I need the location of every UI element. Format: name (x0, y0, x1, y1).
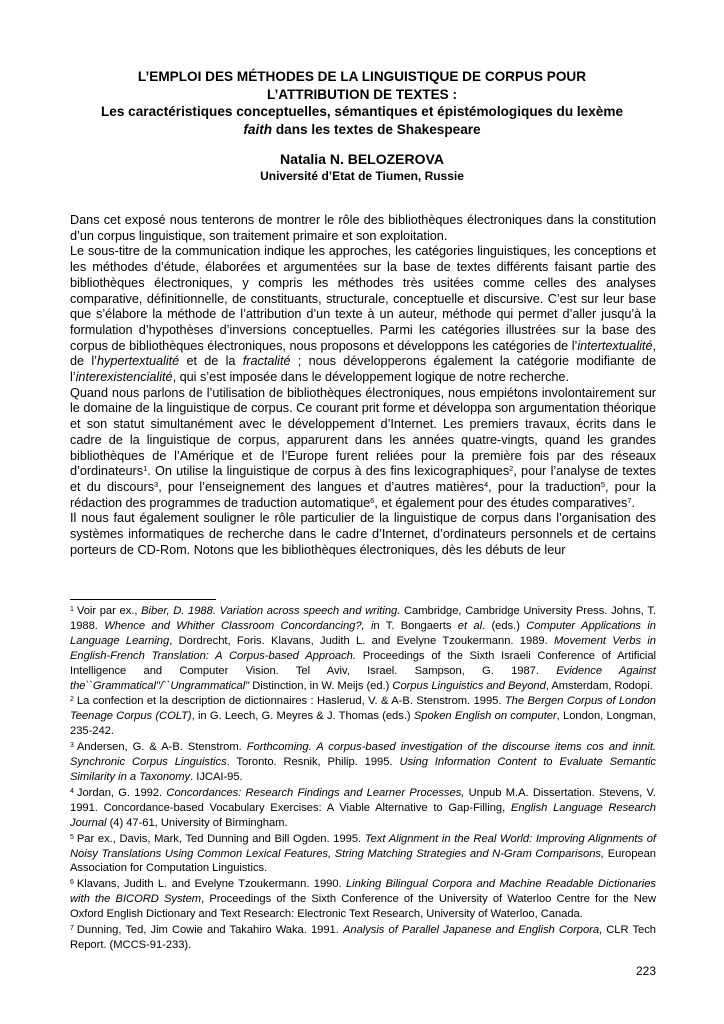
footnote-number: 1 (70, 606, 74, 613)
text-run: , Dordrecht, Foris. Klavans, Judith L. and Evelyne Tzoukermann. 1989. (169, 634, 555, 647)
text-run: , Amsterdam, Rodopi. (545, 679, 653, 692)
text-run: Proceedings of the Sixth Israeli Conference of Artificial Intelligence and Computer Vision. Tel Aviv, Israel. Sampson, G. 1987. (70, 649, 656, 677)
paragraph-1: Dans cet exposé nous tenterons de montrer le rôle des bibliothèques électroniques dans la constitution d’un corpus linguistique, son traitement primaire et son exploitation. (70, 213, 656, 243)
paragraph-3 (70, 386, 656, 512)
footnote-3 (70, 739, 656, 785)
text-run: Voir par ex., (76, 605, 142, 617)
title-line-1: L’EMPLOI DES MÉTHODES DE LA LINGUISTIQUE DE CORPUS POUR (137, 69, 587, 84)
text-run: , CLR Tech Report. (MCCS-91-233). (70, 924, 656, 951)
text-run-italic: Analysis of Parallel Japanese and English Corpora (342, 924, 600, 937)
footnote-ref-5[interactable]: 5 (600, 479, 605, 489)
text-run: , pour la traduction (488, 479, 601, 494)
text-run: ; nous développerons également la catégorie modifiante de l’ (70, 354, 656, 385)
footnote-number: 2 (70, 696, 74, 704)
subtitle-italic-word: faith (243, 121, 273, 137)
text-run: . (eds.) (482, 619, 527, 632)
text-run-italic: Text Alignment in the Real World: Improving Alignments of Noisy Translations Using Common Lexical Features, String Matching Strategies and N-Gram Comparisons, (70, 832, 656, 860)
footnote-2 (70, 693, 656, 739)
page-number: 223 (635, 964, 656, 978)
text-run-italic: Movement Verbs in English-French Translation: A Corpus-based Approach. (70, 634, 657, 662)
text-run: Distinction, in W. Meijs (ed.) (249, 679, 393, 692)
text-run-italic: English Language Research Journal (70, 801, 656, 829)
footnote-7 (70, 922, 656, 953)
footnote-number: 5 (70, 833, 74, 841)
footnote-ref-3[interactable]: 3 (154, 479, 159, 489)
text-run-italic: The Bergen Corpus of London Teenage Corpus (COLT) (70, 695, 657, 723)
text-run-italic: Corpus Linguistics and Beyond (392, 679, 546, 692)
footnote-5 (70, 831, 656, 877)
body-text (70, 213, 656, 558)
text-run: (4) 47-61, University of Birmingham. (106, 816, 288, 829)
subtitle-line-2 (60, 121, 664, 139)
author-block (60, 150, 664, 185)
text-run: et de la (179, 354, 243, 369)
text-run: Le sous-titre de la communication indique les approches, les catégories linguistiques, les conceptions et les méthodes d’étude, élaborées et argumentées sur la base de textes différents faisant partie des bibliothèques électroniques, y compris les méthodes très usitées comme celles des analyses comparative, définitionnelle, de constituants, structurale, conceptuelle et discursive. C’est sur leur base que s’élabore la méthode de l’attribution d’un texte à un auteur, méthode qui permet d’aller jusqu’à la formulation d’hypothèses d’inversions conceptuelles. Parmi les catégories illustrées sur la base des corpus de bibliothèques électroniques, nous proposons et développons les catégories de l’ (70, 244, 656, 353)
footnote-6 (70, 876, 656, 922)
text-run: . (631, 495, 636, 510)
author-name: Natalia N. BELOZEROVA (280, 151, 444, 167)
footnote-ref-4[interactable]: 4 (484, 479, 489, 489)
text-run-italic: Spoken English on computer (413, 710, 557, 723)
text-run-italic: Using Information Content to Evaluate Semantic Similarity in a Taxonomy (70, 756, 656, 783)
text-run: Par ex., Davis, Mark, Ted Dunning and Bill Ogden. 1995. (76, 832, 365, 845)
text-run: Quand nous parlons de l’utilisation de bibliothèques électroniques, nous empiétons involontairement sur le domaine de la linguistique de corpus. Ce courant prit forme et développa son argumentation théorique et son statut simultanément avec le développement d’Internet. Les premiers travaux, écrits dans le cadre de la linguistique de corpus, apparurent dans les années quatre-vingts, quand les grandes bibliothèques de l’Amérique et de l’Europe furent reliées pour la première fois par des réseaux d’ordinateurs (70, 385, 656, 479)
footnote-1 (70, 603, 656, 693)
text-run-italic: Forthcoming. A corpus-based investigation of the discourse items cos and innit. Synchronic Corpus Linguistics (70, 741, 656, 769)
text-run: Unpub M.A. Dissertation. Stevens, V. 1991. Concordance-based Vocabulary Exercises: A Viable Alternative to Gap-Filling, (70, 786, 656, 814)
text-run: n T. Bongaerts (373, 619, 458, 632)
footnote-ref-6[interactable]: 6 (370, 495, 375, 505)
text-run: Jordan, G. 1992. (76, 786, 167, 799)
text-run: , et également pour des études comparatives (374, 495, 628, 510)
text-run: , de l’ (70, 338, 656, 369)
text-run: . Toronto. Resnik, Philip. 1995. (226, 756, 400, 769)
paragraph-2 (70, 244, 656, 385)
paper-title (60, 68, 664, 138)
text-run: Cambridge, Cambridge University Press. Johns, T. 1988. (70, 605, 656, 632)
text-run: . IJCAI-95. (190, 770, 243, 783)
subtitle-rest: dans les textes de Shakespeare (272, 121, 481, 137)
term-intertextualite: intertextualité (577, 338, 653, 353)
text-run-italic: Concordances: Research Findings and Learner Processes, (166, 786, 465, 799)
text-run: Klavans, Judith L. and Evelyne Tzoukermann. 1990. (76, 878, 346, 891)
text-run-italic: Evidence Against the``Grammatical"/``Ungrammatical" (70, 664, 656, 692)
term-fractalite: fractalité (242, 354, 291, 369)
footnote-ref-7[interactable]: 7 (627, 495, 632, 505)
footnote-ref-1[interactable]: 1 (143, 464, 148, 474)
author-affiliation: Université d’Etat de Tiumen, Russie (260, 169, 464, 183)
text-run-italic: Whence and Whither Classroom Concordancing?, i (104, 619, 374, 632)
text-run: , in G. Leech, G. Meyres & J. Thomas (eds.) (191, 710, 414, 723)
term-interexistencialite: interexistencialité (75, 370, 173, 385)
text-run: , pour l’enseignement des langues et d’autres matières (158, 479, 484, 494)
text-run: Andersen, G. & A-B. Stenstrom. (76, 741, 247, 754)
text-run-italic: Linking Bilingual Corpora and Machine Readable Dictionaries with the BICORD System (70, 878, 656, 906)
footnote-ref-2[interactable]: 2 (509, 464, 514, 474)
text-run: , Proceedings of the Sixth Conference of the University of Waterloo Centre for the New Oxford English Dictionary and Text Research: Electronic Text Research, University of Waterloo, Canada. (70, 893, 657, 921)
footnote-separator (70, 599, 216, 600)
paragraph-4: Il nous faut également souligner le rôle particulier de la linguistique de corpus dans l’organisation des systèmes informatiques de recherche dans le cadre d’Internet, d’ordinateurs personnels et de certains porteurs de CD-Rom. Notons que les bibliothèques électroniques, dès les débuts de leur (70, 511, 656, 557)
text-run: , London, Longman, 235-242. (70, 710, 657, 738)
footnote-number: 3 (70, 742, 74, 750)
footnote-number: 6 (70, 879, 74, 887)
subtitle-line-1: Les caractéristiques conceptuelles, sémantiques et épistémologiques du lexème (100, 104, 624, 119)
text-run-italic: et al (457, 619, 483, 632)
footnotes (70, 603, 656, 953)
text-run: , qui s’est imposée dans le développement logique de notre recherche. (172, 370, 569, 385)
footnote-number: 7 (70, 925, 74, 933)
term-hypertextualite: hypertextualité (96, 354, 180, 369)
text-run: La confection et la description de dictionnaires : Haslerud, V. & A-B. Stenstrom. 1995. (76, 695, 505, 708)
text-run: Dunning, Ted, Jim Cowie and Takahiro Waka. 1991. (76, 924, 343, 937)
title-line-2: L’ATTRIBUTION DE TEXTES : (266, 86, 458, 102)
text-run: . On utilise la linguistique de corpus à des fins lexicographiques (147, 464, 510, 479)
text-run: European Association for Computation Linguistics. (70, 847, 656, 875)
text-run-italic: Biber, D. 1988. Variation across speech and writing. (141, 605, 401, 617)
text-run-italic: Computer Applications in Language Learning (70, 619, 656, 647)
text-run: , pour la rédaction des programmes de traduction automatique (70, 479, 656, 510)
footnote-number: 4 (70, 787, 74, 795)
text-run: , pour l’analyse de textes et du discours (70, 464, 656, 494)
footnote-4 (70, 785, 656, 831)
